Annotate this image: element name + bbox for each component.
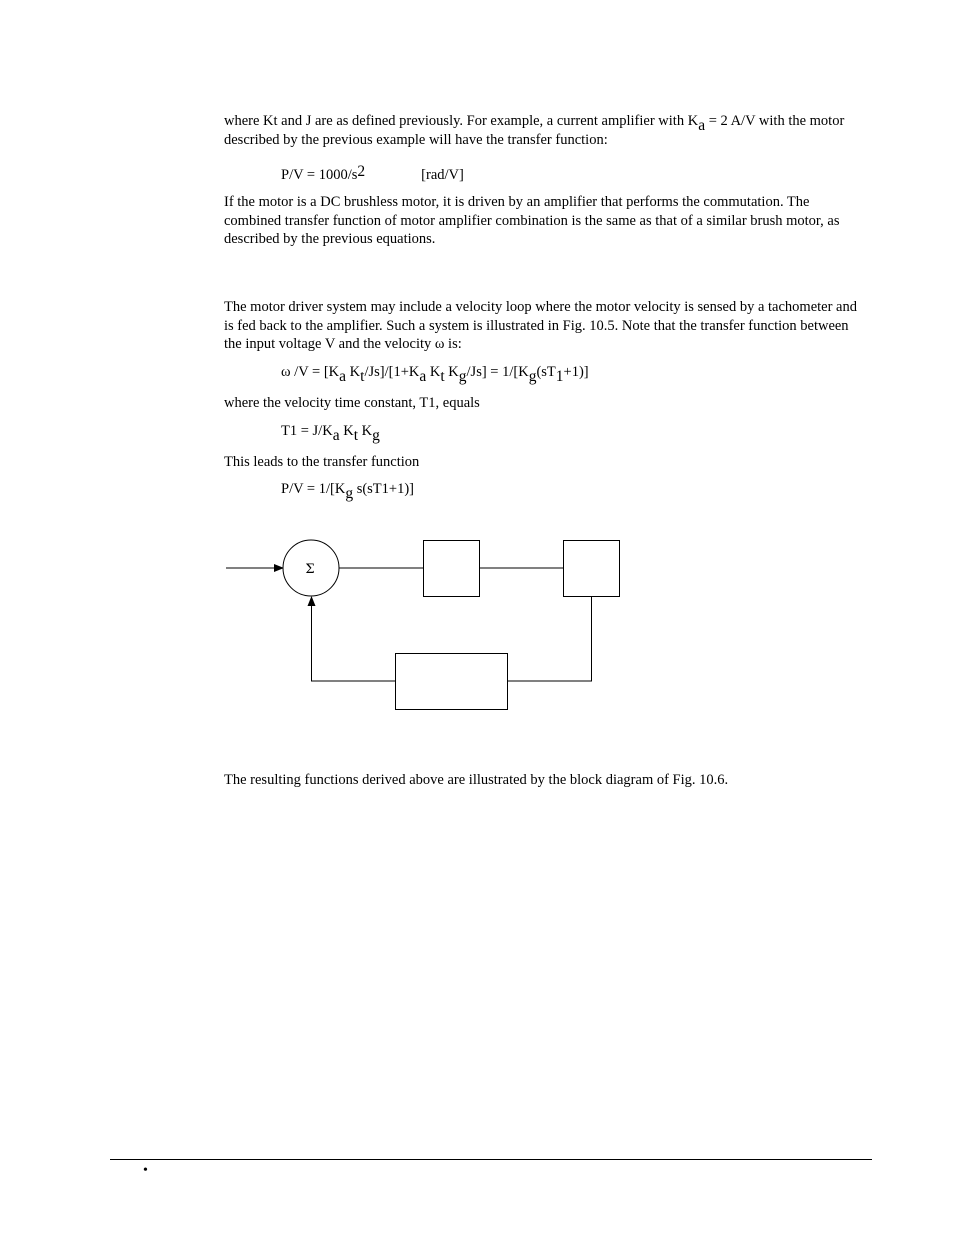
paragraph-current-amplifier: where Kt and J are as defined previously. For example, a current amplifier with $K_a = 2$ A/V with the motor described by the previous example will have the transfer function: <box>224 113 845 148</box>
paragraph-leads-to: This leads to the transfer function <box>224 454 420 470</box>
tachometer-block <box>396 654 508 710</box>
paragraph-fig-10-6-reference: The resulting functions derived above are illustrated by the block diagram of Fig. 10.6. <box>224 772 729 788</box>
footer-bullet: • <box>143 1163 148 1178</box>
paragraph-brushless-motor: If the motor is a DC brushless motor, it is driven by an amplifier that performs the commutation. The combined transfer function of motor amplifier combination is the same as that of a similar brush motor, as described by the previous equations. <box>224 194 840 247</box>
motor-block <box>564 541 620 597</box>
equation-current-amp-transfer: $P/V = 1000/s^2$ [rad/V] <box>281 163 464 183</box>
equation-position-transfer: $P/V = 1/[K_g$ s(sT1+1)] <box>281 481 414 502</box>
footer-divider <box>110 1159 872 1160</box>
paragraph-time-constant: where the velocity time constant, T1, equals <box>224 395 480 411</box>
feedback-path-to-tachometer <box>508 597 592 681</box>
equation-time-constant: $T1 = J/K_a$ $K_t$ $K_g$ <box>281 423 380 444</box>
equation-velocity-transfer: ω $/V = [K_a$ $K_t/Js]/[1+K_a$ $K_t$ $K_g/Js] = 1/[K_g(sT_1+1)]$ <box>281 364 589 385</box>
feedback-arrow-to-sum <box>312 597 396 681</box>
summing-symbol: Σ <box>305 562 315 577</box>
amplifier-block <box>424 541 480 597</box>
paragraph-velocity-loop: The motor driver system may include a velocity loop where the motor velocity is sensed by a tachometer and is fed back to the amplifier. Such a system is illustrated in Fig. 10.5. Note that the transfer function between the input voltage V and the velocity ω is: <box>224 299 857 352</box>
